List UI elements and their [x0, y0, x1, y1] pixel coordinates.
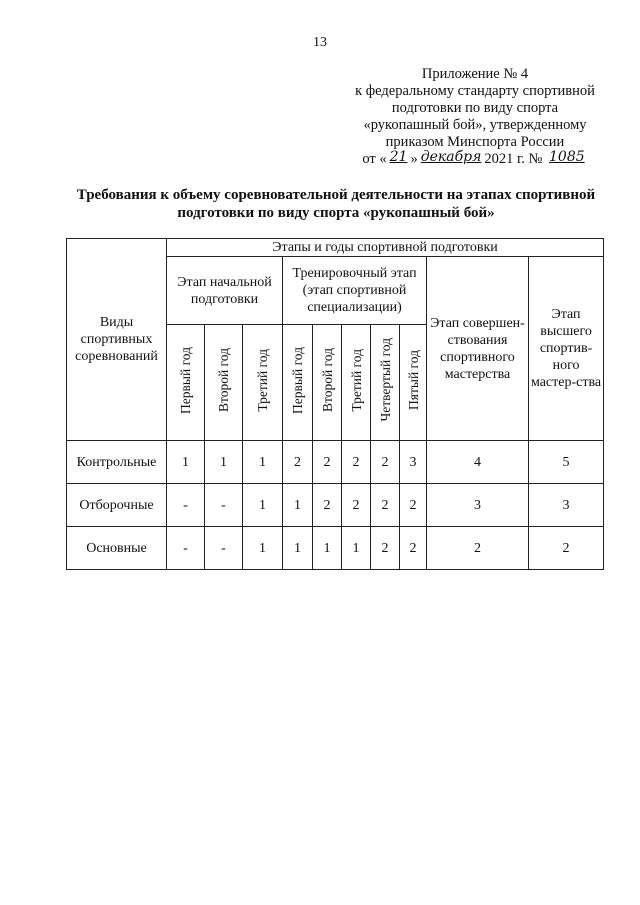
appendix-line-5: приказом Минспорта России — [385, 134, 565, 150]
value-cell: 2 — [427, 527, 529, 570]
table-row — [67, 441, 604, 484]
stage-improvement-header: Этап совершен-ствования спортивного мастерства — [427, 257, 529, 441]
stage-training-header: Тренировочный этап (этап спортивной специализации) — [283, 257, 427, 325]
year-header-cell — [313, 325, 342, 441]
stage-highest-header: Этап высшего спортив-ного мастер-ства — [529, 257, 604, 441]
group-header-cell: Этапы и годы спортивной подготовки — [167, 239, 604, 257]
value-cell: 1 — [342, 527, 371, 570]
appendix-line-1: Приложение № 4 — [421, 66, 529, 82]
year-header: Второй год — [319, 347, 335, 412]
requirements-table — [66, 238, 604, 570]
year-header-cell — [167, 325, 205, 441]
value-cell: 2 — [529, 527, 604, 570]
value-cell: - — [205, 527, 243, 570]
value-cell: 4 — [427, 441, 529, 484]
year-header-cell — [400, 325, 427, 441]
value-cell: 5 — [529, 441, 604, 484]
value-cell: 3 — [400, 441, 427, 484]
value-cell: 2 — [313, 441, 342, 484]
value-cell: 2 — [342, 441, 371, 484]
value-cell: 1 — [283, 527, 313, 570]
year-header-cell — [283, 325, 313, 441]
order-number-handwritten: 1085 — [549, 149, 585, 165]
year-header: Третий год — [255, 348, 270, 412]
value-cell: - — [205, 484, 243, 527]
value-cell: 3 — [427, 484, 529, 527]
date-prefix: от « — [362, 151, 387, 167]
year-header-cell — [371, 325, 400, 441]
appendix-line-4: «рукопашный бой», утвержденному — [363, 117, 587, 133]
appendix-line-2: к федеральному стандарту спортивной — [355, 83, 595, 99]
table-row — [67, 527, 604, 570]
value-cell: 2 — [371, 484, 400, 527]
value-cell: 2 — [313, 484, 342, 527]
year-header: Второй год — [216, 347, 231, 412]
date-mid: » — [410, 151, 418, 167]
value-cell: 2 — [400, 527, 427, 570]
value-cell: 1 — [243, 527, 283, 570]
date-day-handwritten: 21 — [389, 149, 408, 165]
appendix-line-3: подготовки по виду спорта — [391, 100, 559, 116]
competition-kind: Основные — [67, 527, 167, 570]
value-cell: - — [167, 527, 205, 570]
date-year: 2021 г. № — [484, 151, 543, 167]
year-header: Четвертый год — [377, 338, 393, 422]
year-header: Пятый год — [405, 350, 421, 410]
year-header-cell — [243, 325, 283, 441]
value-cell: 2 — [371, 441, 400, 484]
year-header: Первый год — [178, 346, 193, 414]
stage-initial-header: Этап начальной подготовки — [167, 257, 283, 325]
value-cell: 1 — [167, 441, 205, 484]
table-row — [67, 484, 604, 527]
value-cell: 2 — [400, 484, 427, 527]
row-header-cell: Виды спортивных соревнований — [67, 239, 167, 441]
date-month-handwritten: декабря — [420, 149, 482, 165]
competition-kind: Отборочные — [67, 484, 167, 527]
document-title — [62, 186, 610, 222]
year-header: Первый год — [290, 346, 305, 414]
value-cell: - — [167, 484, 205, 527]
value-cell: 1 — [205, 441, 243, 484]
value-cell: 2 — [283, 441, 313, 484]
title-line-2: подготовки по виду спорта «рукопашный бой» — [177, 205, 495, 221]
year-header-cell — [342, 325, 371, 441]
value-cell: 1 — [313, 527, 342, 570]
value-cell: 1 — [243, 484, 283, 527]
year-header: Третий год — [348, 348, 364, 412]
appendix-date-line — [344, 151, 606, 168]
year-header-cell — [205, 325, 243, 441]
competition-kind: Контрольные — [67, 441, 167, 484]
value-cell: 1 — [283, 484, 313, 527]
value-cell: 3 — [529, 484, 604, 527]
value-cell: 2 — [371, 527, 400, 570]
value-cell: 2 — [342, 484, 371, 527]
value-cell: 1 — [243, 441, 283, 484]
appendix-header — [344, 66, 606, 168]
page-number: 13 — [313, 35, 327, 50]
title-line-1: Требования к объему соревновательной деятельности на этапах спортивной — [76, 187, 596, 203]
